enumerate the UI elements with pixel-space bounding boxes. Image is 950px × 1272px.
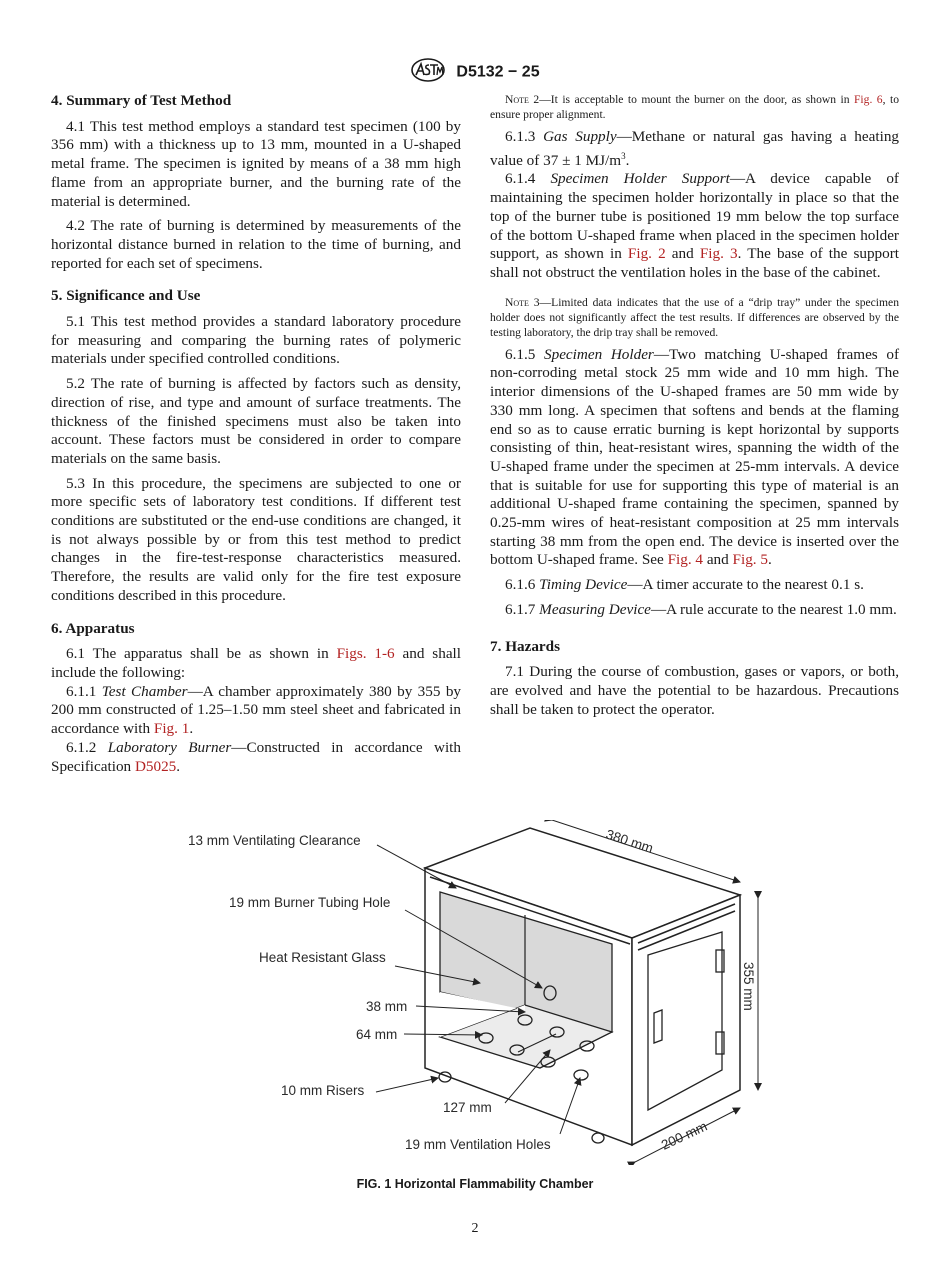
right-column xyxy=(490,92,899,719)
link-fig-2[interactable]: Fig. 2 xyxy=(627,245,666,263)
link-fig-3[interactable]: Fig. 3 xyxy=(699,245,738,263)
label-38mm: 38 mm xyxy=(366,999,408,1014)
link-fig-5[interactable]: Fig. 5 xyxy=(732,551,768,569)
link-fig-4[interactable]: Fig. 4 xyxy=(667,551,704,569)
para-6-1-3: 6.1.3 Gas Supply—Methane or natural gas having a heating value of 37 ± 1 $MJ/m^3$. xyxy=(490,128,900,169)
figure-1 xyxy=(180,820,780,1165)
label-380mm: 380 mm xyxy=(604,826,656,856)
label-glass: Heat Resistant Glass xyxy=(259,950,386,965)
para-5-2: 5.2 The rate of burning is affected by factors such as density, direction of rise, and type and amount of surface treatments. The thickness of the finished specimens must also be taken into account. These factors must be considered in order to compare materials on the same basis. xyxy=(51,375,461,467)
label-risers: 10 mm Risers xyxy=(281,1083,365,1098)
label-64mm: 64 mm xyxy=(356,1027,398,1042)
link-d5025[interactable]: D5025 xyxy=(134,757,177,775)
para-5-3: 5.3 In this procedure, the specimens are subjected to one or more specific sets of laboratory test conditions. If different test conditions are substituted or the end-use conditions are changed, it is not always possible by or from this test method to predict changes in the fire-test-response characteristics measured. Therefore, the results are valid only for the fire test exposure conditions described in this procedure. xyxy=(51,474,461,604)
section-7-heading: 7. Hazards xyxy=(490,637,561,655)
para-6-1: 6.1 The apparatus shall be as shown in Figs. 1-6 and shall include the following: xyxy=(51,645,461,681)
figure-caption: FIG. 1 Horizontal Flammability Chamber xyxy=(356,1177,594,1191)
para-6-1-5: 6.1.5 Specimen Holder—Two matching U-shaped frames of non-corroding metal stock 25 mm wide and 10 mm high. The interior dimensions of the U-shaped frames are 50 mm wide by 330 mm long. A specimen that softens and bends at the flaming end so as to cause erratic burning is kept horizontal by supports consisting of thin, heat-resistant wires, spanning the width of the U-shaped frame under the specimen at 25-mm intervals. A device that is suitable for use for supporting this type of material is an additional U-shaped frame containing the specimen, spanned by 0.25-mm wires of heat-resistant composition at 25 mm intervals starting 38 mm from the open end. The device is inserted over the bottom U-shaped frame. See Fig. 4 and Fig. 5. xyxy=(490,345,899,569)
para-6-1-6: 6.1.6 Timing Device—A timer accurate to the nearest 0.1 s. xyxy=(505,576,864,594)
chamber-drawing xyxy=(180,820,780,1165)
section-6-heading: 6. Apparatus xyxy=(51,619,135,637)
label-200mm: 200 mm xyxy=(658,1118,710,1153)
note-3: Note 3—Limited data indicates that the use of a “drip tray” under the specimen holder does not significantly affect the test results. If differences are observed by the testing laboratory, the drip tray shall be removed. xyxy=(490,295,899,339)
para-6-1-7: 6.1.7 Measuring Device—A rule accurate to the nearest 1.0 mm. xyxy=(505,600,897,618)
left-column xyxy=(51,92,461,776)
para-4-1: 4.1 This test method employs a standard test specimen (100 by 356 mm) with a thickness up to 13 mm, mounted in a U-shaped metal frame. The specimen is ignited by means of a 38 mm high flame from an appropriate burner, and the burning rate of the material is determined. xyxy=(51,117,461,210)
para-6-1-1: 6.1.1 Test Chamber—A chamber approximately 380 by 355 by 200 mm constructed of 1.25–1.50 mm steel sheet and fabricated in accordance with Fig. 1. xyxy=(51,682,462,738)
page-header xyxy=(0,58,950,87)
link-fig-1[interactable]: Fig. 1 xyxy=(153,720,190,738)
astm-logo-icon xyxy=(410,58,446,87)
document-code: D5132 − 25 xyxy=(456,63,540,81)
para-4-2: 4.2 The rate of burning is determined by measurements of the horizontal distance burned in relation to the time of burning, and reported for each set of specimens. xyxy=(51,217,461,272)
para-6-1-2: 6.1.2 Laboratory Burner—Constructed in accordance with Specification D5025. xyxy=(51,738,461,775)
label-clearance: 13 mm Ventilating Clearance xyxy=(188,833,361,848)
link-fig-6[interactable]: Fig. 6 xyxy=(853,93,883,106)
section-5-heading: 5. Significance and Use xyxy=(51,287,201,305)
note-2: Note 2—It is acceptable to mount the burner on the door, as shown in Fig. 6, to ensure proper alignment. xyxy=(490,93,899,121)
para-5-1: 5.1 This test method provides a standard laboratory procedure for measuring and comparing the burning rates of polymeric materials under specified controlled conditions. xyxy=(51,313,461,368)
link-figs-1-6[interactable]: Figs. 1-6 xyxy=(336,645,395,663)
label-355mm: 355 mm xyxy=(741,962,756,1011)
page-number: 2 xyxy=(471,1221,479,1236)
label-tubing-hole: 19 mm Burner Tubing Hole xyxy=(229,895,391,910)
para-7-1: 7.1 During the course of combustion, gases or vapors, or both, are evolved and have the potential to be hazardous. Precautions shall be taken to protect the operator. xyxy=(490,663,899,718)
para-6-1-4: 6.1.4 Specimen Holder Support—A device capable of maintaining the specimen holder horizontally in place so that the top of the burner tube is positioned 19 mm below the top surface of the bottom U-shaped frame when placed in the specimen holder support, as shown in Fig. 2 and Fig. 3. The base of the support shall not obstruct the ventilation holes in the base of the cabinet. xyxy=(490,170,900,281)
section-4-heading: 4. Summary of Test Method xyxy=(51,92,232,109)
label-127mm: 127 mm xyxy=(443,1100,492,1115)
label-vent-holes: 19 mm Ventilation Holes xyxy=(405,1137,551,1152)
